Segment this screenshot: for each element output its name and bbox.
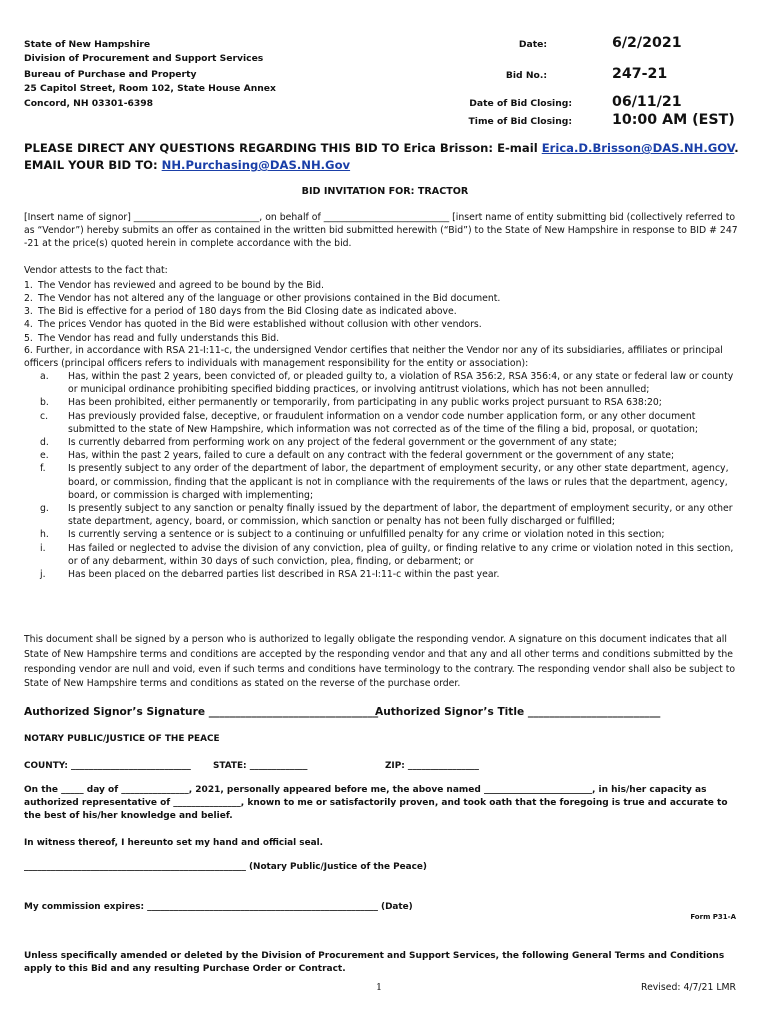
certification-key: a. [40,371,49,382]
attest-text: The Vendor has reviewed and agreed to be bound by the Bid. [38,280,325,291]
certification-key: f. [40,463,46,475]
witness-line: In witness thereof, I hereunto set my hand and official seal. [24,838,323,848]
notary-signature-field[interactable]: __________________________________________________ (Notary Public/Justice of the Peace) [24,862,427,872]
certification-key: e. [40,450,49,462]
certification-text: Is presently subject to any sanction or penalty finally issued by the department of labor, the department of employment security, or any other state department, agency, board, or commission, which sanction or penalty has not been fully discharged or fulfilled; [68,503,733,528]
attest-num: 2. [24,293,33,305]
certification-item [40,528,740,541]
certification-text: Has, within the past 2 years, been convicted of, or pleaded guilty to, a violation of RSA 356:2, RSA 356:4, or any state or federal law or county or municipal ordinance prohibiting specified bidding practices, or involving antitrust violations, which has not been annulled; [68,371,734,396]
attest-item [24,305,740,318]
certification-key: i. [40,542,46,554]
certification-key: g. [40,503,49,515]
certification-item [40,502,740,528]
certification-item [40,410,740,436]
certification-item [40,370,740,396]
attest-num: 5. [24,332,33,344]
signature-field[interactable]: Authorized Signor’s Signature ________________________________ [24,706,379,718]
county-field[interactable]: COUNTY: ___________________________ [24,761,191,771]
questions-suffix: . [734,141,739,155]
attest-item-6 [24,344,740,370]
bid-title: BID INVITATION FOR: TRACTOR [301,186,469,197]
attest-num: 3. [24,306,33,318]
certification-text: Has previously provided false, deceptive, or fraudulent information on a vendor code number application form, or any other document submitted to the state of New Hampshire, which information was not corrected as of the time of the filing a bid, proposal, or quotation; [68,410,699,435]
closing-date-value: 06/11/21 [612,94,682,110]
submit-email-line [24,158,350,172]
title-field[interactable]: Authorized Signor’s Title _________________________ [375,706,661,718]
certification-text: Has, within the past 2 years, failed to cure a default on any contract with the federal government or the government of any state; [68,450,675,462]
certification-list [40,370,740,581]
intro-paragraph [24,211,740,251]
certification-item [40,542,740,568]
closing-time-value: 10:00 AM (EST) [612,112,735,128]
certification-text: Has been prohibited, either permanently or temporarily, from participating in any public works project pursuant to RSA 638:20; [68,397,662,409]
certification-key: h. [40,529,49,541]
date-value: 6/2/2021 [612,35,682,51]
attest-item [24,292,740,305]
submit-email-link[interactable]: NH.Purchasing@DAS.NH.Gov [161,158,351,172]
zip-field[interactable]: ZIP: ________________ [385,761,479,771]
attest-item-6-text: 6. Further, in accordance with RSA 21-I:11-c, the undersigned Vendor certifies that neither the Vendor nor any of its subsidiaries, affiliates or principal officers (principal officers refers to individuals with management responsibility for the entity or association): [24,345,723,370]
attest-item [24,279,740,292]
bid-no-value: 247-21 [612,66,668,82]
notary-paragraph-text: On the _____ day of _______________, 2021, personally appeared before me, the above named ________________________, in his/her capacity as authorized representative of _______________, known to me or satisfactorily proven, and took oath that the foregoing is true and accurate to the best of his/her knowledge and belief. [24,785,728,822]
certification-text: Has failed or neglected to advise the division of any conviction, plea of guilty, or finding relative to any crime or violation noted in this section, or of any debarment, within 30 days of such conviction, plea, finding, or debarment; or [68,542,734,567]
attest-num: 1. [24,280,33,291]
terms-paragraph [24,950,740,976]
certification-item [40,449,740,462]
certification-key: b. [40,397,49,409]
org-line-state: State of New Hampshire [24,39,151,50]
questions-prefix: PLEASE DIRECT ANY QUESTIONS REGARDING THIS BID TO Erica Brisson: E-mail [24,141,542,155]
date-label: Date: [518,39,547,50]
org-line-city: Concord, NH 03301-6398 [24,98,154,109]
certification-text: Is currently serving a sentence or is subject to a continuing or unfulfilled penalty for any crime or violation noted in this section; [68,529,665,541]
certification-text: Has been placed on the debarred parties list described in RSA 21-I:11-c within the past year. [68,569,500,581]
page-number: 1 [376,982,383,993]
certification-item [40,568,740,581]
submit-email-prefix: EMAIL YOUR BID TO: [24,158,162,172]
attest-heading: Vendor attests to the fact that: [24,265,168,276]
terms-paragraph-text: Unless specifically amended or deleted by the Division of Procurement and Support Services, the following General Terms and Conditions apply to this Bid and any resulting Purchase Order or Contract. [24,951,725,975]
notary-paragraph [24,784,728,824]
certification-key: j. [40,569,46,581]
org-line-division: Division of Procurement and Support Services [24,53,264,64]
closing-time-label: Time of Bid Closing: [468,116,572,127]
attest-list [24,279,740,345]
attest-item [24,318,740,331]
commission-expires-field[interactable]: My commission expires: ____________________________________________________ (Date) [24,902,413,912]
closing-date-label: Date of Bid Closing: [469,98,572,109]
attest-text: The Vendor has not altered any of the language or other provisions contained in the Bid document. [38,293,501,305]
intro-text: [Insert name of signor] ___________________________, on behalf of ___________________________ [insert name of entity submitting bid (collectively referred to as “Vendor”) hereby submits an offer as contained in the written bid submitted herewith (“Bid”) to the State of New Hampshire in response to BID # 247 -21 at the price(s) quoted herein in complete accordance with the bid. [24,212,738,250]
notary-heading: NOTARY PUBLIC/JUSTICE OF THE PEACE [24,734,220,744]
org-line-bureau: Bureau of Purchase and Property [24,69,197,80]
attest-text: The Bid is effective for a period of 180 days from the Bid Closing date as indicated above. [38,306,457,318]
state-field[interactable]: STATE: _____________ [213,761,308,771]
attest-text: The Vendor has read and fully understands this Bid. [38,332,280,344]
bid-no-label: Bid No.: [505,70,547,81]
attest-text: The prices Vendor has quoted in the Bid were established without collusion with other vendors. [38,319,482,331]
certification-text: Is currently debarred from performing work on any project of the federal government or the government of any state; [68,437,617,449]
certification-key: d. [40,437,49,449]
certification-key: c. [40,410,49,422]
certification-item [40,436,740,449]
questions-email-link[interactable]: Erica.D.Brisson@DAS.NH.GOV [541,141,735,155]
certification-item [40,396,740,409]
questions-line [24,141,739,155]
attest-item [24,332,740,345]
org-line-street: 25 Capitol Street, Room 102, State House Annex [24,83,276,94]
attest-num: 4. [24,319,33,331]
certification-text: Is presently subject to any order of the department of labor, the department of employment security, or any other state department, agency, board, or commission, finding that the applicant is not in compliance with the requirements of the laws or rules that the department, agency, board, or commission is charged with implementing; [68,463,729,501]
certification-item [40,462,740,502]
signature-paragraph [24,633,740,692]
revised-note: Revised: 4/7/21 LMR [641,982,736,993]
signature-paragraph-text: This document shall be signed by a person who is authorized to legally obligate the responding vendor. A signature on this document indicates that all State of New Hampshire terms and conditions are accepted by the responding vendor and that any and all other terms and conditions submitted by the responding vendor are null and void, even if such terms and conditions have terminology to the contrary. The responding vendor shall also be subject to State of New Hampshire terms and conditions as stated on the reverse of the purchase order. [24,634,736,690]
form-id: Form P31-A [690,913,736,921]
